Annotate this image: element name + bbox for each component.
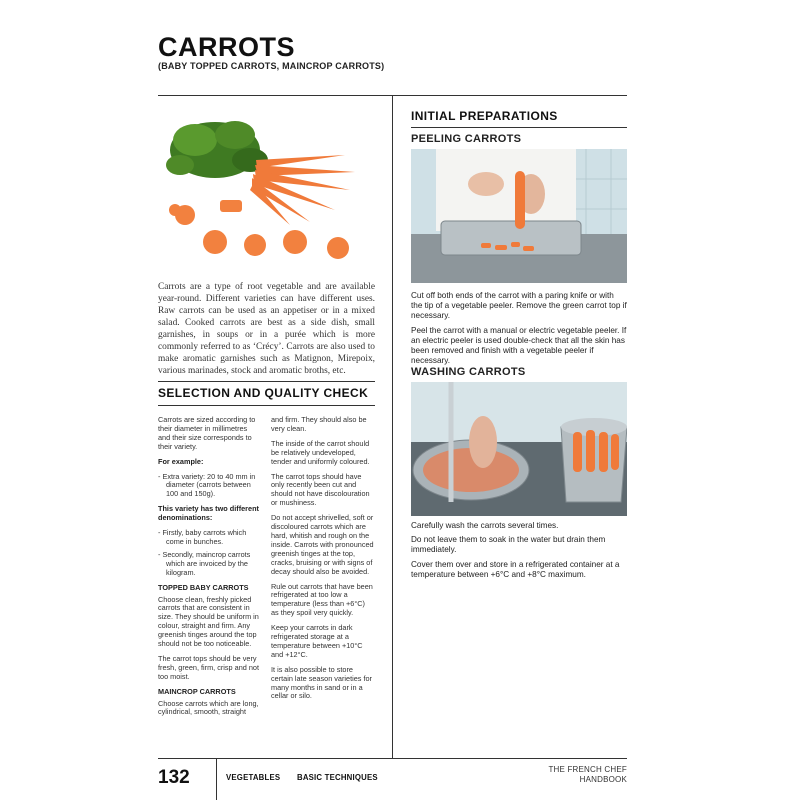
peeling-carrots-photo (411, 149, 627, 283)
topped-paragraph-1: Choose clean, freshly picked carrots that are consistent in size. They should be uniform in colour, straight and firm. Any greenish tinges around the top should not be too noticeable. (158, 594, 259, 649)
footer-section: VEGETABLES (226, 773, 281, 782)
washing-paragraph-1: Carefully wash the carrots several times. (411, 521, 559, 530)
footer-subsection: BASIC TECHNIQUES (297, 773, 378, 782)
washing-heading: WASHING CARROTS (411, 366, 526, 378)
topped-baby-carrots-heading: TOPPED BABY CARROTS (158, 582, 249, 592)
left-hand (468, 172, 504, 196)
column-divider (392, 95, 393, 758)
washing-carrots-photo (411, 382, 627, 516)
whole-carrots-illustration (250, 155, 355, 225)
refrigeration-paragraph: Rule out carrots that have been refrigerated at too low a temperature (less than +6°C) as they spoil very quickly. (271, 581, 373, 618)
inside-paragraph: The inside of the carrot should be relatively undeveloped, tender and uniformly coloured. (271, 438, 370, 466)
carrot-leaves-illustration (166, 121, 268, 178)
maincrop-carrots-heading: MAINCROP CARROTS (158, 686, 236, 696)
denominations-heading: This variety has two different denominations: (158, 504, 259, 523)
late-season-paragraph: It is also possible to store certain late season varieties for many months in sand or in a cellar or silo. (271, 664, 372, 701)
peeling-heading: PEELING CARROTS (411, 133, 522, 145)
selection-top-rule (158, 381, 375, 382)
list-item: - Extra variety: 20 to 40 mm in diameter (carrots between 100 and 150g). (158, 471, 256, 499)
storage-paragraph: Keep your carrots in dark refrigerated storage at a temperature between +10°C and +12°C. (271, 623, 363, 659)
extra-variety-list (158, 473, 261, 500)
washing-paragraph-2: Do not leave them to soak in the water but drain them immediately. (411, 535, 606, 555)
cut-carrots-illustration (169, 200, 349, 259)
reject-paragraph: Do not accept shrivelled, soft or discoloured carrots which are hard, whitish and rough on the inside. Carrots with pronounced greenish tinges at the top, cracks, bruising or with signs of decay should also be avoided. (271, 513, 374, 576)
carrot (515, 171, 525, 229)
footer-book-title (520, 765, 627, 785)
for-example-label: For example: (158, 456, 204, 466)
peeling-text (411, 291, 627, 370)
preparations-rule (411, 127, 627, 128)
footer-divider (216, 758, 217, 800)
washing-paragraph-3: Cover them over and store in a refrigerated container at a temperature between +6°C and +8°C maximum. (411, 559, 620, 579)
chef-jacket (436, 149, 576, 231)
page-subtitle: (BABY TOPPED CARROTS, MAINCROP CARROTS) (158, 61, 385, 71)
topped-paragraph-2: The carrot tops should be very fresh, green, firm, crisp and not too moist. (158, 653, 259, 681)
carrot-tops-paragraph: The carrot tops should have only recently been cut and should not have discolouration or mushiness. (271, 471, 370, 508)
list-item: - Firstly, baby carrots which come in bunches. (158, 528, 247, 546)
book-title-line-2: HANDBOOK (579, 775, 627, 784)
selection-column-2 (271, 416, 374, 707)
selection-heading: SELECTION AND QUALITY CHECK (158, 386, 369, 400)
list-item: - Secondly, maincrop carrots which are invoiced by the kilogram. (158, 549, 251, 577)
page-title: CARROTS (158, 32, 295, 62)
selection-bottom-rule (158, 405, 375, 406)
steel-tray (441, 221, 581, 255)
footer-rule (158, 758, 627, 759)
selection-column-1 (158, 416, 261, 723)
peeling-paragraph-1: Cut off both ends of the carrot with a paring knife or with the tip of a vegetable peeler. Remove the green carrot top if necessary. (411, 291, 627, 321)
peeling-paragraph-2: Peel the carrot with a manual or electric vegetable peeler. If an electric peeler is used double-check that all the skin has been removed and finish with a vegetable peeler if necessary. (411, 325, 627, 366)
maincrop-paragraph: Choose carrots which are long, cylindrical, smooth, straight (158, 698, 259, 717)
hand (469, 416, 497, 468)
washing-text (411, 521, 627, 584)
sizing-paragraph: Carrots are sized according to their diameter in millimetres and their size corresponds to their variety. (158, 415, 256, 451)
page-number: 132 (158, 767, 190, 788)
intro-paragraph: Carrots are a type of root vegetable and are available year-round. Different varieties can have different uses. Raw carrots can be used as an appetiser or in a mixed salad. Cooked carrots are best as a side dish, small garnishes, in soups or in a purée which is more commonly referred to as ‘Crécy’. Carrots are also used to make aromatic garnishes such as Matignon, Mirepoix, various marinades, stock and aromatic broths, etc. (158, 282, 375, 376)
denominations-list (158, 529, 261, 578)
book-title-line-1: THE FRENCH CHEF (548, 765, 627, 774)
firm-clean-paragraph: and firm. They should also be very clean. (271, 415, 367, 433)
preparations-heading: INITIAL PREPARATIONS (411, 109, 558, 123)
carrots-photo (160, 110, 375, 275)
